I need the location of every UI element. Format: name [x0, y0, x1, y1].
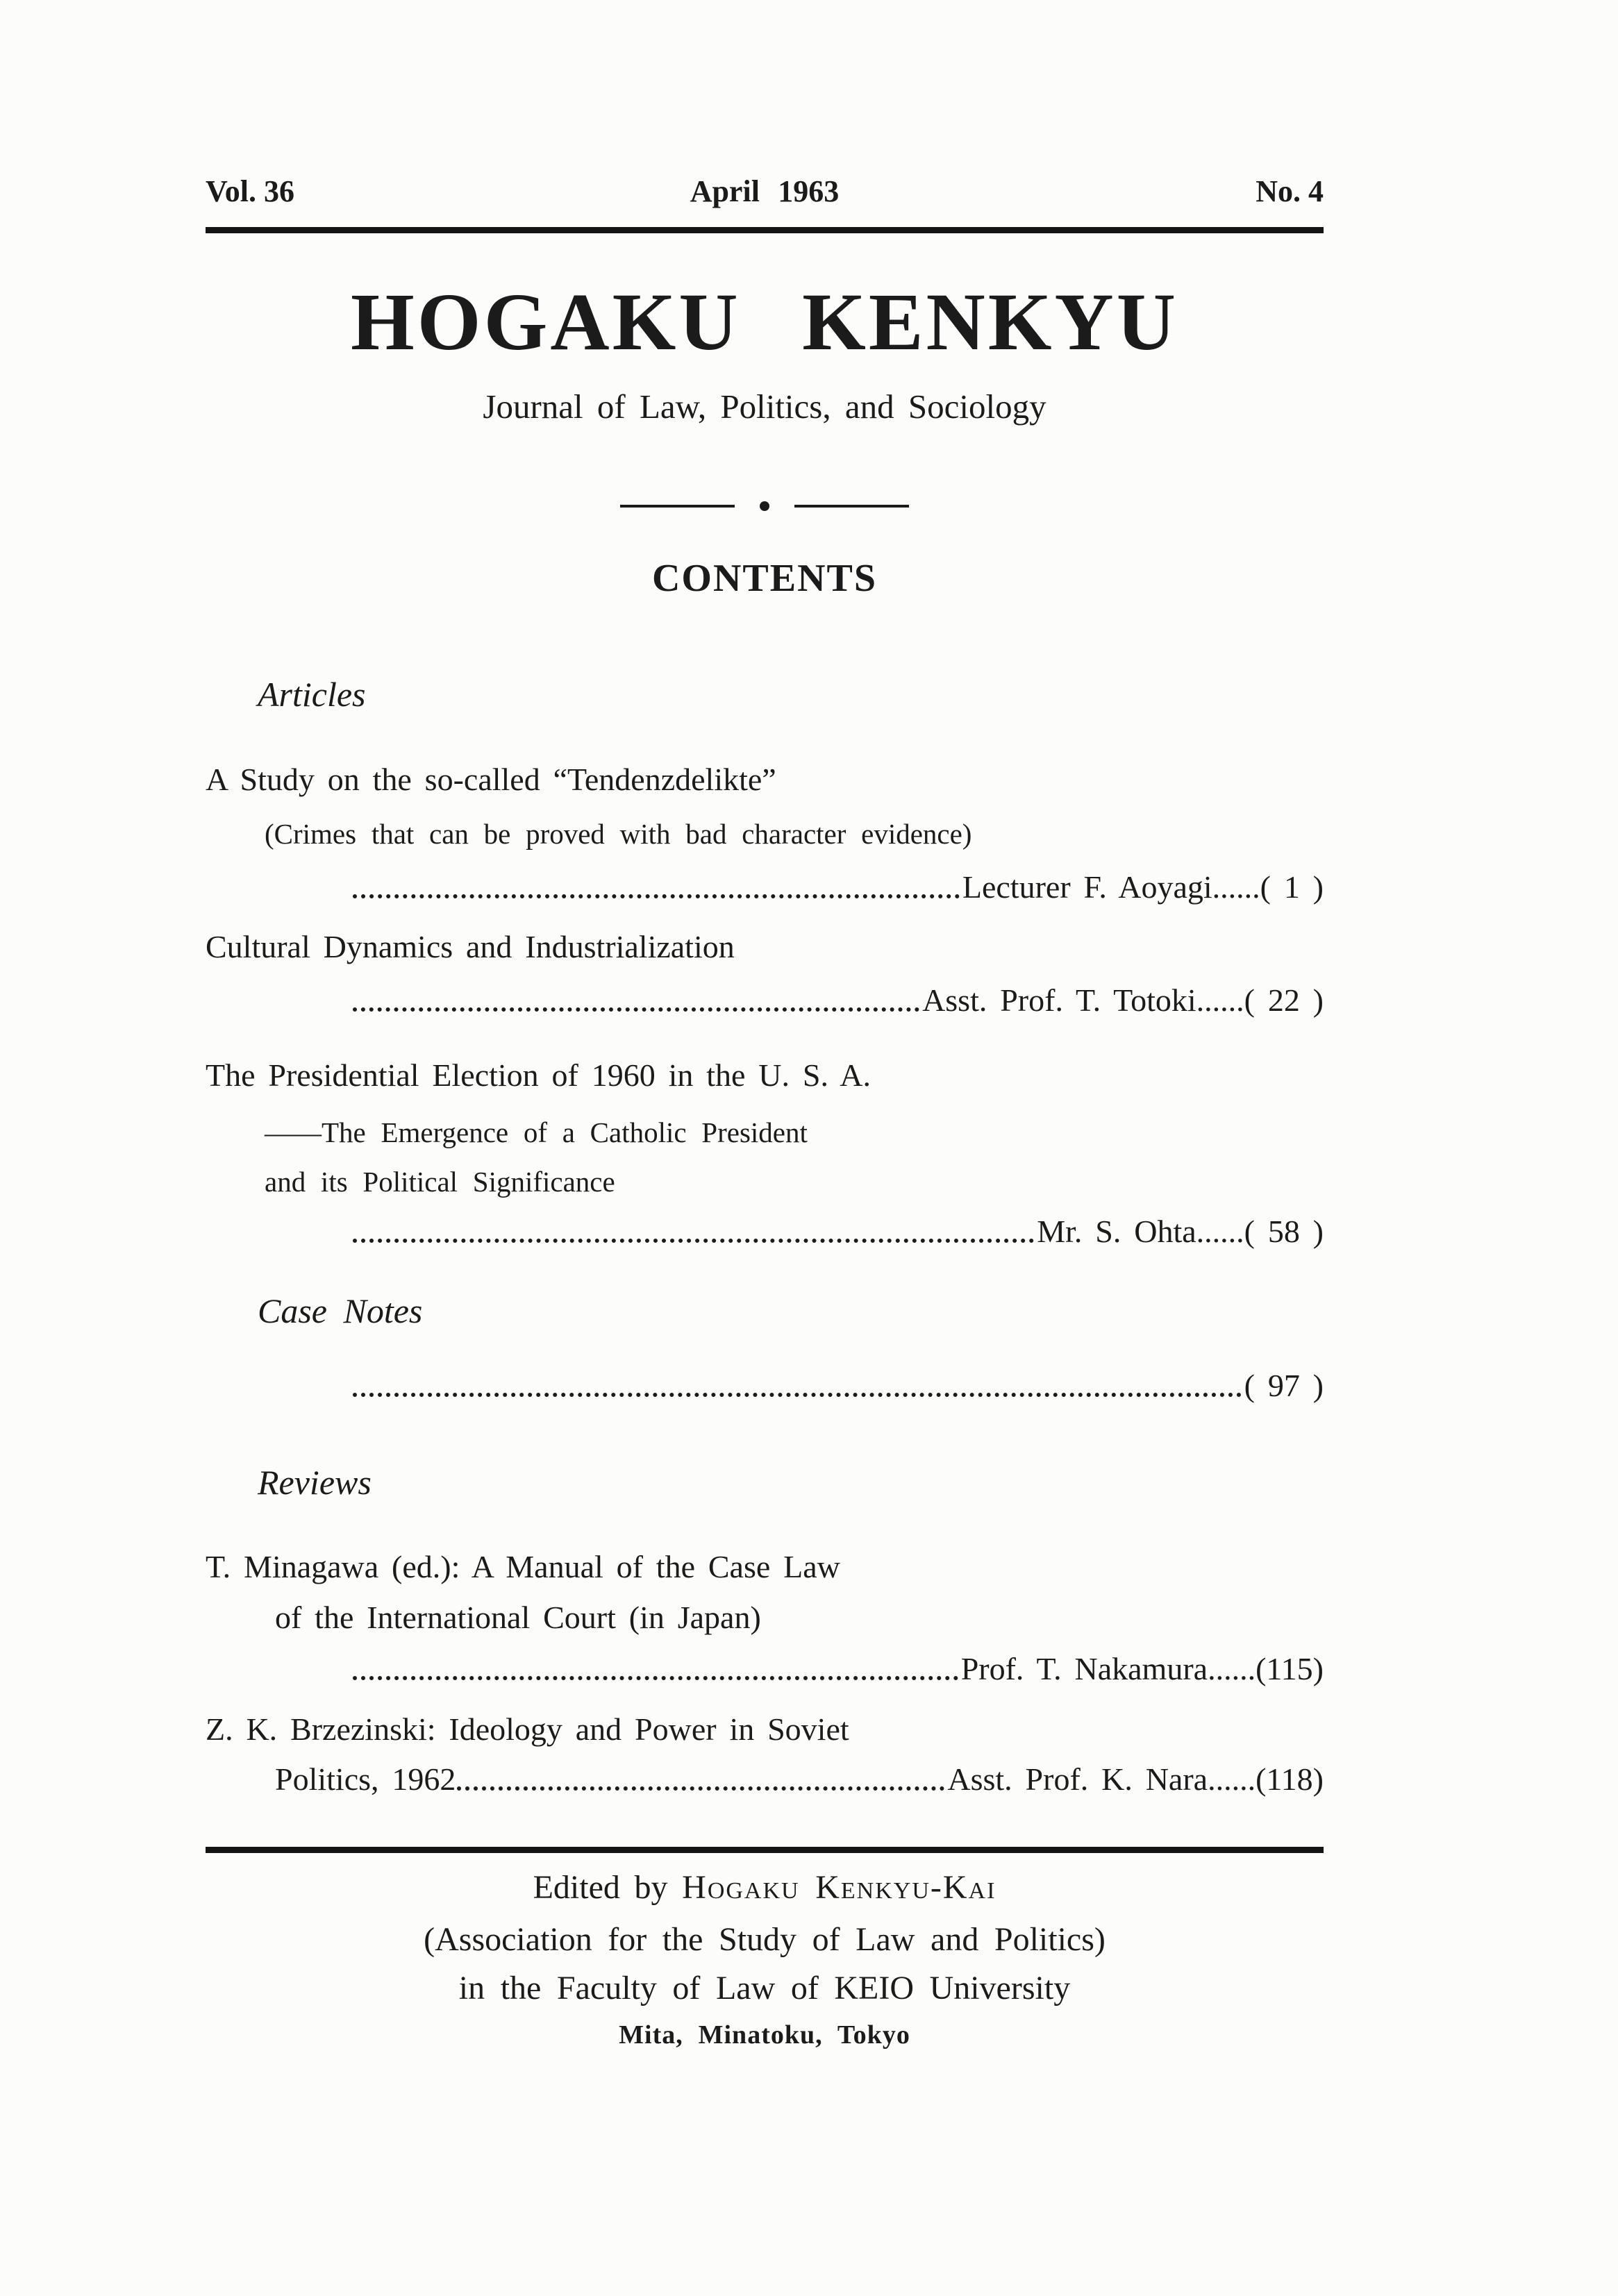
dot-leader: [353, 1393, 1242, 1397]
article-byline: Lecturer F. Aoyagi......( 1 ): [962, 869, 1324, 905]
divider-dot-icon: [760, 501, 769, 511]
divider-line-right: [794, 505, 909, 508]
masthead: [206, 275, 1324, 601]
table-of-contents: [206, 673, 1324, 1798]
dot-leader: [353, 1676, 958, 1680]
article-byline: Asst. Prof. T. Totoki......( 22 ): [922, 982, 1324, 1019]
section-heading-articles: Articles: [258, 675, 366, 714]
faculty-line: in the Faculty of Law of KEIO University: [458, 1970, 1071, 2007]
header-rule: [206, 227, 1324, 233]
review-title: T. Minagawa (ed.): A Manual of the Case Law: [206, 1549, 840, 1585]
review-byline: Prof. T. Nakamura......(115): [960, 1650, 1324, 1686]
page-header: [206, 174, 1324, 210]
article-title: A Study on the so-called “Tendenzdelikte”: [206, 762, 776, 798]
dot-leader: [353, 1239, 1034, 1243]
review-title: Z. K. Brzezinski: Ideology and Power in Soviet: [206, 1711, 849, 1747]
article-title: Cultural Dynamics and Industrialization: [206, 929, 735, 965]
page-footer: [206, 1868, 1324, 2050]
divider-line-left: [620, 505, 735, 508]
section-heading-case-notes: Case Notes: [258, 1291, 423, 1331]
article-note: (Crimes that can be proved with bad character evidence): [265, 817, 972, 850]
address-line: Mita, Minatoku, Tokyo: [619, 2020, 910, 2050]
review-byline-row: [206, 1650, 1324, 1688]
article-byline-row: [206, 981, 1324, 1019]
article-byline: Mr. S. Ohta......( 58 ): [1037, 1213, 1324, 1249]
article-subtitle: ——The Emergence of a Catholic President: [265, 1116, 808, 1148]
journal-issue-date: April 1963: [690, 174, 840, 208]
editor-name: Hogaku Kenkyu-Kai: [682, 1869, 996, 1907]
review-byline: Asst. Prof. K. Nara......(118): [947, 1761, 1324, 1798]
ornament-divider: [206, 501, 1324, 511]
dot-leader: [353, 1007, 919, 1012]
section-heading-reviews: Reviews: [258, 1463, 372, 1502]
association-line: (Association for the Study of Law and Politics): [424, 1921, 1106, 1959]
review-title-line2: of the International Court (in Japan): [275, 1599, 761, 1635]
dot-leader: [353, 894, 960, 898]
review-title-line2: Politics, 1962: [275, 1761, 456, 1798]
journal-subtitle: Journal of Law, Politics, and Sociology: [483, 387, 1046, 426]
article-byline-row: [206, 868, 1324, 906]
article-subtitle: and its Political Significance: [265, 1165, 615, 1198]
review-byline-row: [206, 1760, 1324, 1798]
journal-title: HOGAKU KENKYU: [351, 276, 1178, 367]
journal-number: No. 4: [1256, 174, 1324, 208]
article-byline-row: [206, 1212, 1324, 1250]
article-title: The Presidential Election of 1960 in the U. S. A.: [206, 1057, 871, 1093]
contents-heading: CONTENTS: [651, 557, 878, 601]
edited-by-line: [206, 1868, 1324, 1907]
case-notes-page: ( 97 ): [1244, 1368, 1324, 1404]
dot-leader: [457, 1786, 944, 1791]
edited-by-label: Edited by: [533, 1869, 668, 1907]
case-notes-page-row: [206, 1366, 1324, 1405]
footer-rule: [206, 1847, 1324, 1853]
journal-volume: Vol. 36: [206, 174, 294, 208]
